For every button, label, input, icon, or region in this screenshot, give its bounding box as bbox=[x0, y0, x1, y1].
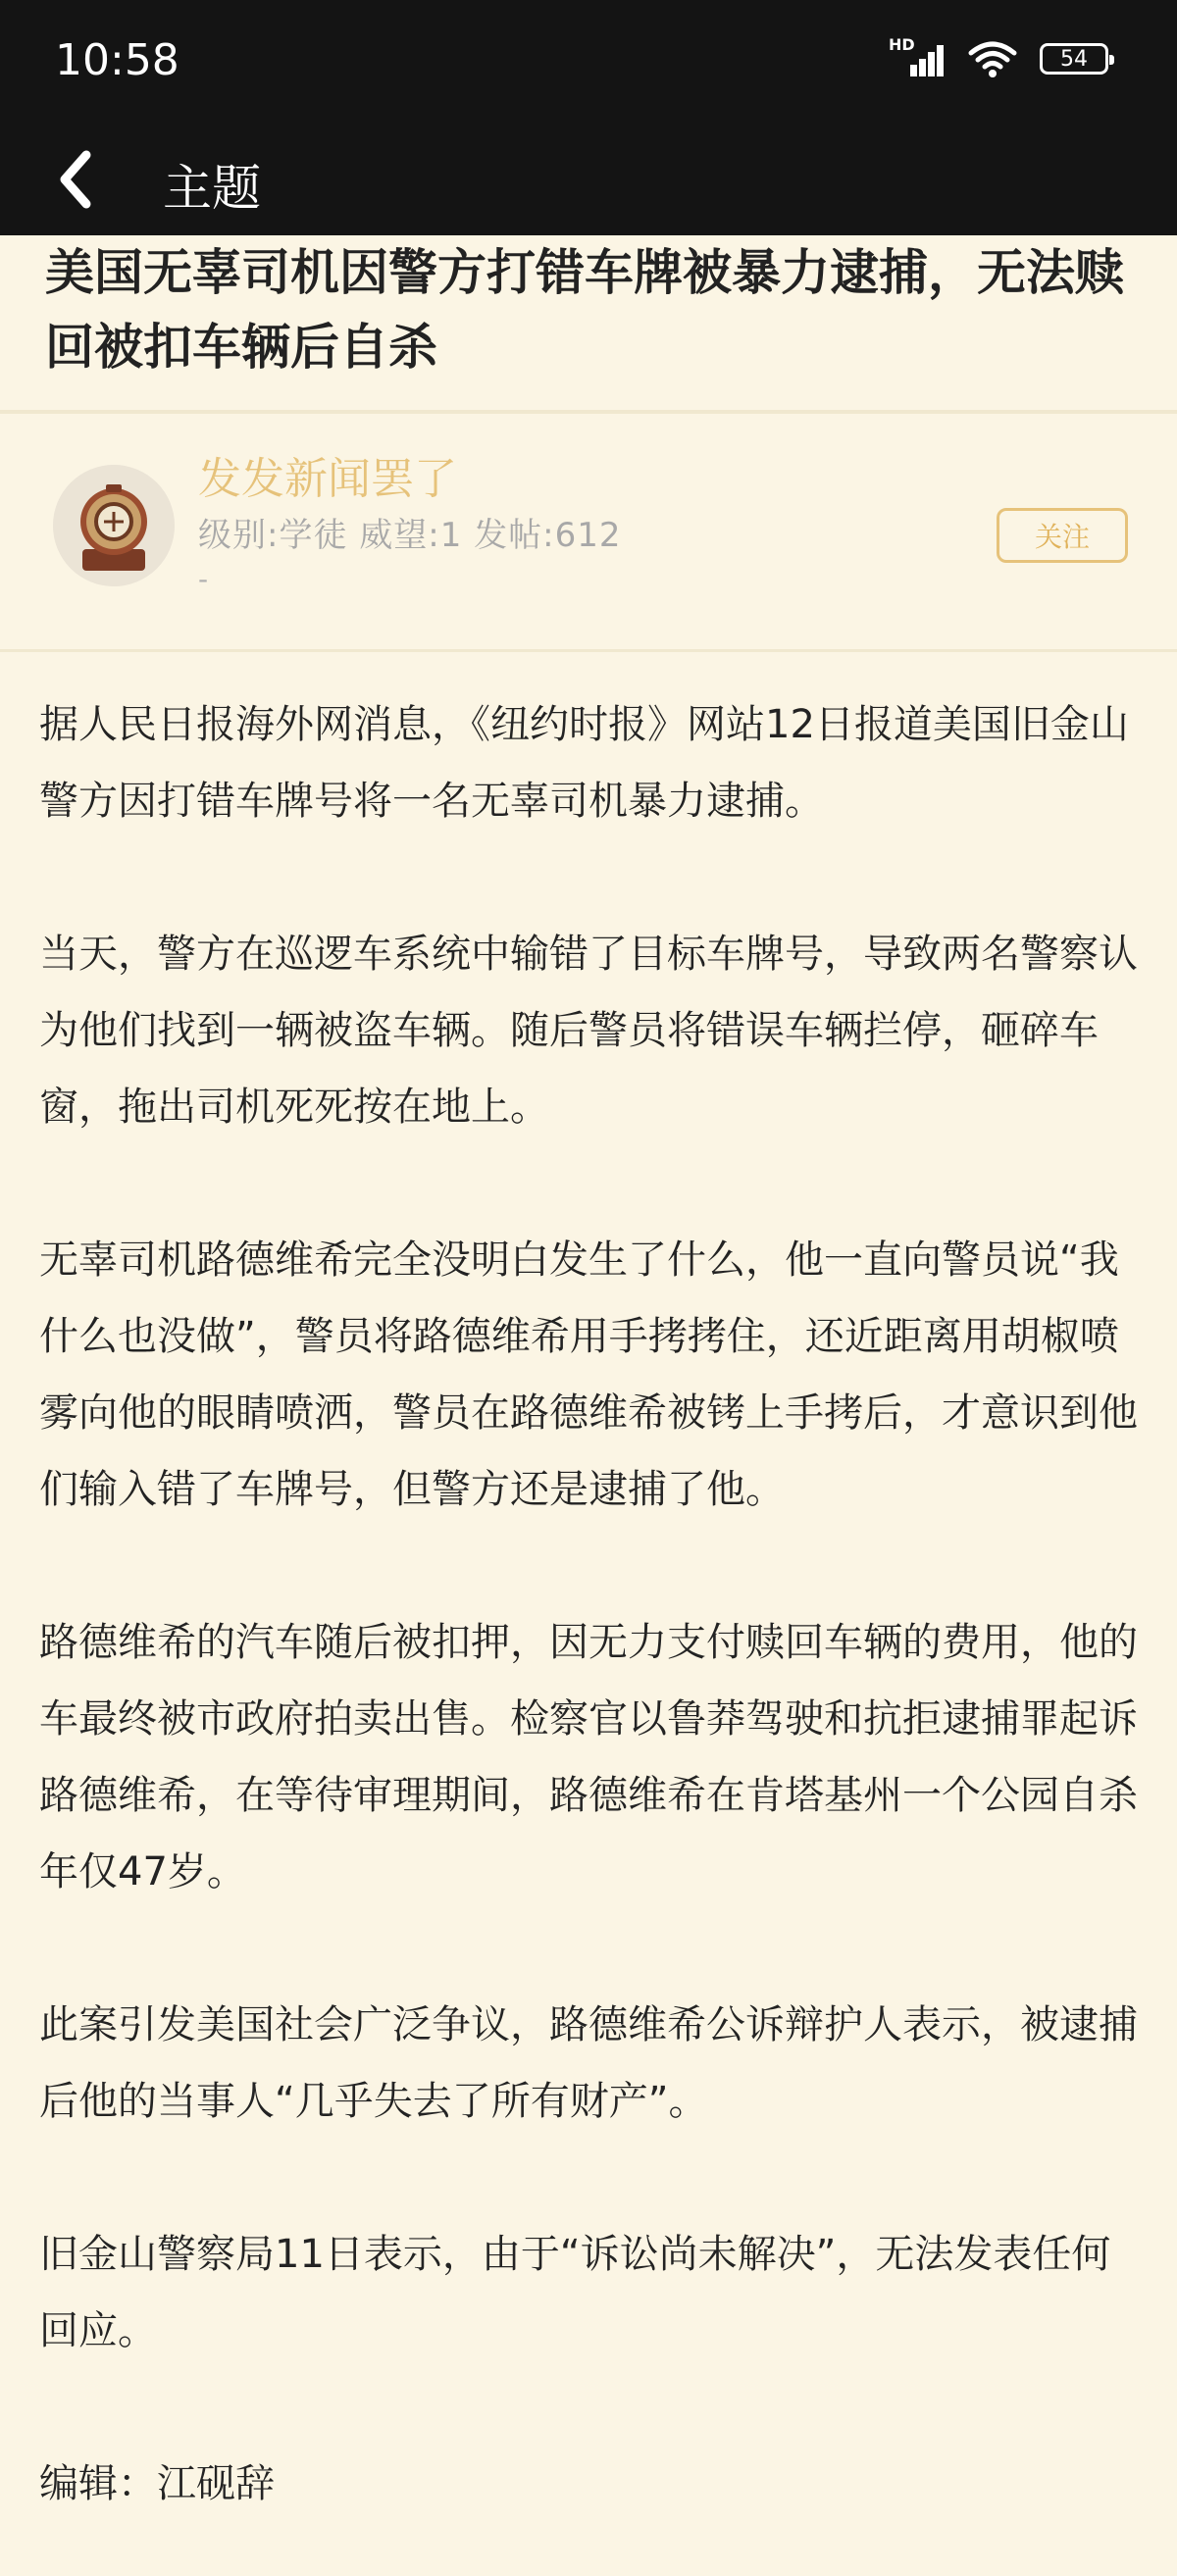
editor-credit: 编辑：江砚辞 bbox=[39, 2461, 275, 2506]
post-header bbox=[0, 235, 1177, 414]
paragraph: 此案引发美国社会广泛争议，路德维希公诉辩护人表示，被逮捕后他的当事人“几乎失去了所有财产”。 bbox=[39, 2002, 1138, 2124]
paragraph: 路德维希的汽车随后被扣押，因无力支付赎回车辆的费用，他的车最终被市政府拍卖出售。检察官以鲁莽驾驶和抗拒逮捕罪起诉路德维希，在等待审理期间，路德维希在肯塔基州一个公园自杀年仅47岁。 bbox=[39, 1620, 1138, 1894]
follow-button[interactable]: 关注 bbox=[997, 508, 1128, 563]
diving-helmet-icon bbox=[53, 465, 175, 586]
paragraph: 据人民日报海外网消息，《纽约时报》网站12日报道美国旧金山警方因打错车牌号将一名无辜司机暴力逮捕。 bbox=[39, 702, 1129, 824]
paragraph: 无辜司机路德维希完全没明白发生了什么，他一直向警员说“我什么也没做”，警员将路德维希用手拷拷住，还近距离用胡椒喷雾向他的眼睛喷洒，警员在路德维希被铐上手拷后，才意识到他们输入错了车牌号，但警方还是逮捕了他。 bbox=[39, 1237, 1138, 1512]
post-content bbox=[39, 686, 1148, 2522]
battery-icon bbox=[1040, 43, 1108, 75]
page-title: 主题 bbox=[163, 160, 261, 217]
author-card bbox=[0, 414, 1177, 652]
post-title: 美国无辜司机因警方打错车牌被暴力逮捕，无法赎回被扣车辆后自杀 bbox=[45, 244, 1124, 376]
avatar[interactable] bbox=[53, 465, 175, 586]
author-name[interactable]: 发发新闻罢了 bbox=[198, 454, 457, 504]
status-icons bbox=[889, 35, 1108, 78]
paragraph: 旧金山警察局11日表示，由于“诉讼尚未解决”，无法发表任何回应。 bbox=[39, 2232, 1111, 2353]
signal-icon bbox=[889, 35, 946, 78]
status-bar bbox=[0, 0, 1177, 127]
nav-bar bbox=[0, 127, 1177, 235]
network-type-label: HD bbox=[889, 35, 915, 54]
status-time: 10:58 bbox=[55, 35, 179, 85]
battery-level: 54 bbox=[1060, 46, 1088, 72]
author-stats: 级别:学徒 威望:1 发帖:612 bbox=[198, 516, 622, 555]
wifi-icon bbox=[967, 39, 1018, 78]
chevron-left-icon[interactable] bbox=[51, 145, 100, 214]
paragraph: 当天，警方在巡逻车系统中输错了目标车牌号，导致两名警察认为他们找到一辆被盗车辆。随后警员将错误车辆拦停，砸碎车窗，拖出司机死死按在地上。 bbox=[39, 932, 1138, 1130]
author-signature: - bbox=[198, 563, 209, 595]
